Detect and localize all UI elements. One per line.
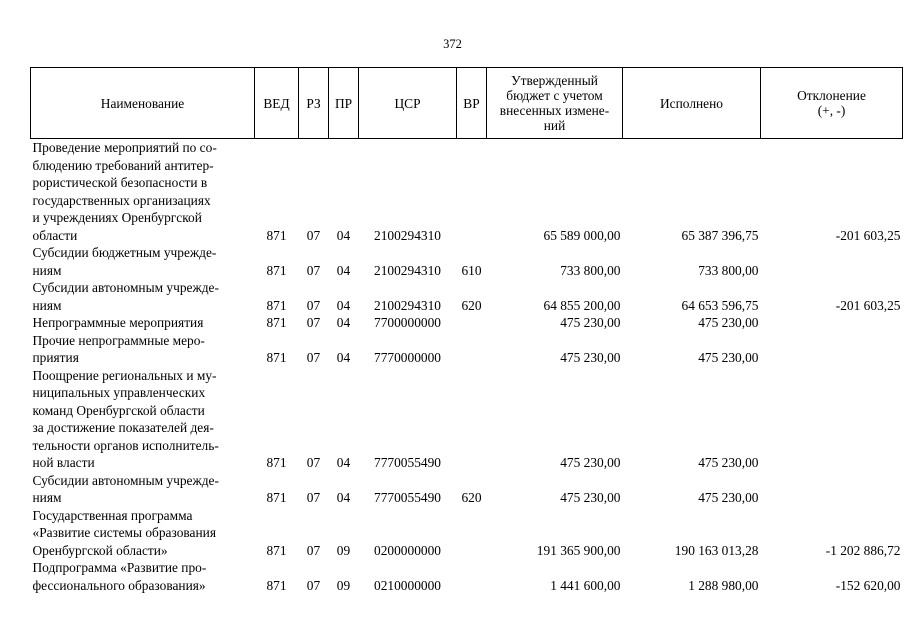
row-name-line: Непрограммные мероприятия xyxy=(32,315,204,330)
row-pr: 04 xyxy=(336,297,351,313)
row-ved: 871 xyxy=(266,262,287,278)
row-name-line: «Развитие системы образования xyxy=(32,525,216,540)
row-rz: 07 xyxy=(306,577,321,593)
row-executed: 190 163 013,28 xyxy=(674,542,759,558)
row-pr: 04 xyxy=(336,315,351,330)
row-csr: 2100294310 xyxy=(374,262,441,278)
table-row xyxy=(31,367,903,472)
row-name-line: государственных организациях xyxy=(32,192,211,208)
row-deviation xyxy=(761,314,903,332)
row-name-line: и учреждениях Оренбургской xyxy=(32,210,202,225)
row-name xyxy=(31,332,255,367)
table-row xyxy=(31,507,903,560)
row-vr xyxy=(457,507,487,560)
row-name-line: Субсидии бюджетным учрежде- xyxy=(32,245,217,260)
row-approved: 475 230,00 xyxy=(560,490,621,505)
row-executed: 733 800,00 xyxy=(698,262,759,278)
row-csr: 0200000000 xyxy=(374,542,441,558)
row-vr xyxy=(457,314,487,332)
row-deviation xyxy=(761,472,903,507)
table-header-row xyxy=(31,68,903,139)
row-csr: 7770055490 xyxy=(374,455,441,470)
row-name-line: приятия xyxy=(32,350,79,365)
row-name-line: Подпрограмма «Развитие про- xyxy=(32,560,207,575)
row-approved: 191 365 900,00 xyxy=(536,542,621,558)
row-name-line: ной власти xyxy=(32,455,95,470)
row-deviation xyxy=(761,367,903,472)
table-row xyxy=(31,279,903,314)
row-name-line: области xyxy=(32,227,78,243)
header-approved-line: ний xyxy=(543,118,566,133)
table-row xyxy=(31,332,903,367)
row-executed: 65 387 396,75 xyxy=(681,227,759,243)
row-name xyxy=(31,244,255,279)
row-executed: 1 288 980,00 xyxy=(688,577,759,593)
row-ved: 871 xyxy=(266,455,287,470)
table-row xyxy=(31,244,903,279)
row-approved: 733 800,00 xyxy=(560,262,621,278)
row-ved: 871 xyxy=(266,315,287,330)
header-ved: ВЕД xyxy=(255,68,299,139)
header-deviation-line: Отклонение xyxy=(797,88,866,103)
row-executed: 475 230,00 xyxy=(698,350,759,365)
row-rz: 07 xyxy=(306,455,321,470)
row-approved: 475 230,00 xyxy=(560,455,621,470)
row-ved: 871 xyxy=(266,297,287,313)
row-pr: 04 xyxy=(336,227,351,243)
row-deviation xyxy=(761,332,903,367)
row-approved: 1 441 600,00 xyxy=(550,577,621,593)
header-csr: ЦСР xyxy=(359,68,457,139)
row-vr xyxy=(457,332,487,367)
row-name-line: фессионального образования» xyxy=(32,577,206,593)
header-approved xyxy=(487,68,623,139)
row-name-line: ниям xyxy=(32,490,62,505)
row-vr: 620 xyxy=(461,297,482,313)
row-approved: 65 589 000,00 xyxy=(543,227,621,243)
row-deviation: -201 603,25 xyxy=(835,227,901,243)
row-name-line: рористической безопасности в xyxy=(32,175,208,190)
row-csr: 0210000000 xyxy=(374,577,441,593)
row-vr: 620 xyxy=(461,490,482,505)
row-name-line: Прочие непрограммные меро- xyxy=(32,332,205,348)
row-pr: 09 xyxy=(336,577,351,593)
row-name xyxy=(31,472,255,507)
row-name-line: Субсидии автономным учрежде- xyxy=(32,472,219,488)
row-name-line: Проведение мероприятий по со- xyxy=(32,140,217,155)
row-rz: 07 xyxy=(306,542,321,558)
row-vr xyxy=(457,367,487,472)
row-name-line: Оренбургской области» xyxy=(32,542,168,558)
row-rz: 07 xyxy=(306,297,321,313)
row-rz: 07 xyxy=(306,490,321,505)
header-approved-line: бюджет с учетом xyxy=(506,88,603,103)
row-csr: 2100294310 xyxy=(374,227,441,243)
row-pr: 04 xyxy=(336,350,351,365)
row-name-line: команд Оренбургской области xyxy=(32,402,205,418)
row-name-line: за достижение показателей дея- xyxy=(32,420,214,435)
header-name: Наименование xyxy=(31,68,255,139)
row-ved: 871 xyxy=(266,577,287,593)
row-rz: 07 xyxy=(306,315,321,330)
row-rz: 07 xyxy=(306,350,321,365)
row-ved: 871 xyxy=(266,490,287,505)
row-pr: 04 xyxy=(336,490,351,505)
row-deviation: -201 603,25 xyxy=(835,297,901,313)
row-name-line: ниципальных управленческих xyxy=(32,385,206,400)
row-pr: 04 xyxy=(336,262,351,278)
row-ved: 871 xyxy=(266,542,287,558)
row-name-line: тельности органов исполнитель- xyxy=(32,437,219,453)
row-approved: 475 230,00 xyxy=(560,350,621,365)
row-deviation xyxy=(761,244,903,279)
row-approved: 475 230,00 xyxy=(560,315,621,330)
budget-table xyxy=(30,67,903,594)
row-ved: 871 xyxy=(266,227,287,243)
row-csr: 7770055490 xyxy=(374,490,441,505)
header-vr: ВР xyxy=(457,68,487,139)
row-csr: 2100294310 xyxy=(374,297,441,313)
row-rz: 07 xyxy=(306,262,321,278)
header-pr: ПР xyxy=(329,68,359,139)
row-executed: 475 230,00 xyxy=(698,455,759,470)
row-name xyxy=(31,367,255,472)
row-executed: 64 653 596,75 xyxy=(681,297,759,313)
row-name xyxy=(31,139,255,245)
header-approved-line: Утвержденный xyxy=(511,73,598,88)
table-row xyxy=(31,472,903,507)
table-row xyxy=(31,314,903,332)
header-deviation-line: (+, -) xyxy=(817,103,846,118)
row-deviation: -1 202 886,72 xyxy=(825,542,901,558)
row-executed: 475 230,00 xyxy=(698,490,759,505)
row-pr: 09 xyxy=(336,542,351,558)
page-number: 372 xyxy=(443,37,462,51)
row-name xyxy=(31,279,255,314)
header-approved-line: внесенных измене- xyxy=(499,103,610,118)
row-name-line: блюдению требований антитер- xyxy=(32,157,214,173)
row-name xyxy=(31,507,255,560)
row-approved: 64 855 200,00 xyxy=(543,297,621,313)
row-vr xyxy=(457,139,487,245)
row-pr: 04 xyxy=(336,455,351,470)
row-vr xyxy=(457,559,487,594)
row-csr: 7700000000 xyxy=(374,315,441,330)
row-executed: 475 230,00 xyxy=(698,315,759,330)
row-name xyxy=(31,559,255,594)
row-name-line: Государственная программа xyxy=(32,507,193,523)
row-name xyxy=(31,314,255,332)
table-row xyxy=(31,559,903,594)
table-body xyxy=(31,139,903,595)
row-ved: 871 xyxy=(266,350,287,365)
row-name-line: ниям xyxy=(32,297,62,313)
row-deviation: -152 620,00 xyxy=(835,577,901,593)
row-name-line: ниям xyxy=(32,262,62,278)
row-vr: 610 xyxy=(461,262,482,278)
table-row xyxy=(31,139,903,245)
row-csr: 7770000000 xyxy=(374,350,441,365)
header-deviation xyxy=(761,68,903,139)
row-rz: 07 xyxy=(306,227,321,243)
header-rz: РЗ xyxy=(299,68,329,139)
row-name-line: Субсидии автономным учрежде- xyxy=(32,280,219,295)
row-name-line: Поощрение региональных и му- xyxy=(32,367,217,383)
header-executed: Исполнено xyxy=(623,68,761,139)
